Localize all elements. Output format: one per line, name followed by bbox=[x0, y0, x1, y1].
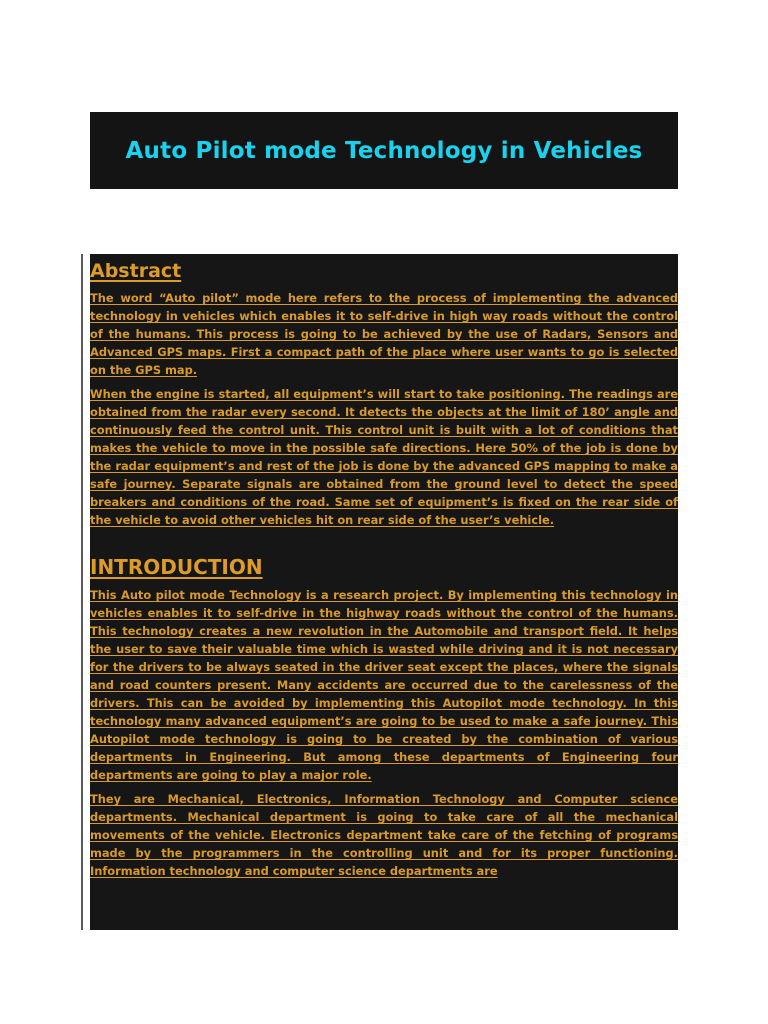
abstract-heading: Abstract bbox=[90, 260, 182, 282]
title-banner bbox=[90, 112, 678, 189]
abstract-paragraph-1: The word “Auto pilot” mode here refers to the process of implementing the advanced technology in vehicles which enables it to self-drive in high way roads without the control of the humans. This process is going to be achieved by the use of Radars, Sensors and Advanced GPS maps. First a compact path of the place where user wants to go is selected on the GPS map. bbox=[90, 291, 678, 377]
abstract-paragraph-2: When the engine is started, all equipment’s will start to take positioning. The readings are obtained from the radar every second. It detects the objects at the limit of 180’ angle and continuously feed the control unit. This control unit is built with a lot of conditions that makes the vehicle to move in the possible safe directions. Here 50% of the job is done by the radar equipment’s and rest of the job is done by the advanced GPS mapping to make a safe journey. Separate signals are obtained from the ground level to detect the speed breakers and conditions of the road. Same set of equipment’s is fixed on the rear side of the vehicle to avoid other vehicles hit on rear side of the user’s vehicle. bbox=[90, 387, 678, 527]
document-title: Auto Pilot mode Technology in Vehicles bbox=[125, 137, 643, 164]
introduction-section bbox=[90, 554, 678, 880]
introduction-heading: INTRODUCTION bbox=[90, 555, 263, 579]
document-body bbox=[90, 254, 678, 930]
introduction-paragraph-2: They are Mechanical, Electronics, Information Technology and Computer science departments. Mechanical department is going to take care of all the mechanical movements of the vehicle. Electronics department take care of the fetching of programs made by the programmers in the controlling unit and for its proper functioning. Information technology and computer science departments are bbox=[90, 792, 678, 878]
introduction-paragraph-1: This Auto pilot mode Technology is a research project. By implementing this technology in vehicles enables it to self-drive in the highway roads without the control of the humans. This technology creates a new revolution in the Automobile and transport field. It helps the user to save their valuable time which is wasted while driving and it is not necessary for the drivers to be always seated in the driver seat except the places, where the signals and road counters present. Many accidents are occurred due to the carelessness of the drivers. This can be avoided by implementing this Autopilot mode technology. In this technology many advanced equipment’s are going to be used to make a safe journey. This Autopilot mode technology is going to be created by the combination of various departments in Engineering. But among these departments of Engineering four departments are going to play a major role. bbox=[90, 588, 678, 782]
abstract-section bbox=[90, 254, 678, 529]
